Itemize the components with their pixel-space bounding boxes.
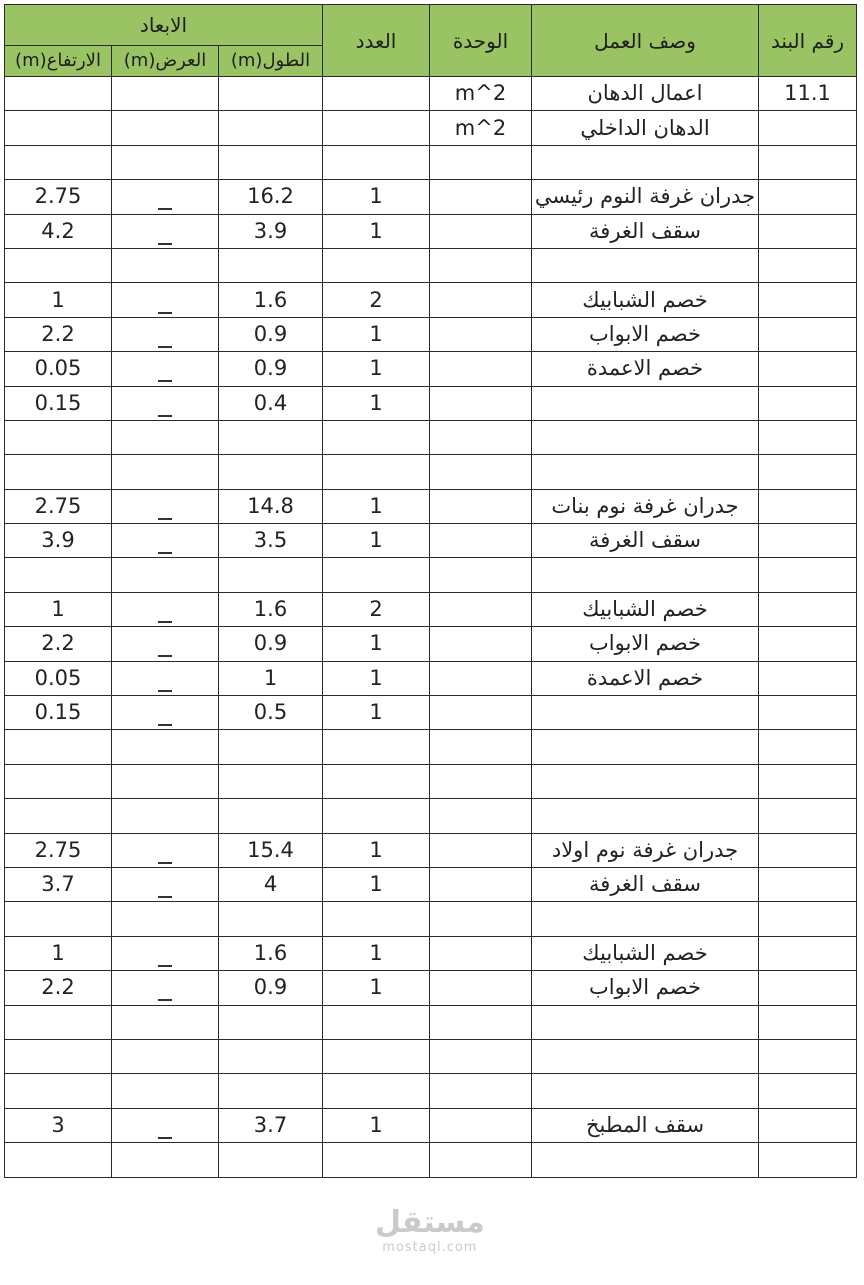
cell-item-no bbox=[759, 799, 857, 833]
cell-description bbox=[532, 145, 759, 179]
cell-unit bbox=[430, 1005, 532, 1039]
table-row bbox=[5, 386, 857, 420]
cell-item-no bbox=[759, 1108, 857, 1142]
cell-width bbox=[112, 317, 219, 351]
cell-item-no bbox=[759, 317, 857, 351]
cell-unit bbox=[430, 524, 532, 558]
cell-height: 2.2 bbox=[5, 627, 112, 661]
header-height: (m)الارتفاع bbox=[5, 46, 112, 77]
cell-height bbox=[5, 799, 112, 833]
dash-placeholder bbox=[158, 415, 172, 417]
cell-width bbox=[112, 558, 219, 592]
cell-length: 0.9 bbox=[219, 352, 323, 386]
cell-item-no bbox=[759, 420, 857, 454]
dash-placeholder bbox=[158, 724, 172, 726]
cell-height bbox=[5, 1143, 112, 1177]
dash-placeholder bbox=[158, 518, 172, 520]
cell-count bbox=[323, 1005, 430, 1039]
cell-unit: m^2 bbox=[430, 77, 532, 111]
table-row bbox=[5, 661, 857, 695]
cell-count: 1 bbox=[323, 352, 430, 386]
cell-height bbox=[5, 248, 112, 282]
table-row bbox=[5, 1143, 857, 1177]
cell-length: 16.2 bbox=[219, 180, 323, 214]
cell-description bbox=[532, 1143, 759, 1177]
cell-length bbox=[219, 764, 323, 798]
cell-item-no bbox=[759, 627, 857, 661]
cell-width bbox=[112, 420, 219, 454]
cell-height: 2.2 bbox=[5, 971, 112, 1005]
cell-item-no bbox=[759, 248, 857, 282]
cell-length: 0.5 bbox=[219, 696, 323, 730]
cell-description: خصم الشبابيك bbox=[532, 936, 759, 970]
table-row bbox=[5, 420, 857, 454]
cell-description bbox=[532, 1074, 759, 1108]
cell-unit bbox=[430, 420, 532, 454]
cell-length bbox=[219, 1039, 323, 1073]
table-row bbox=[5, 1039, 857, 1073]
cell-width bbox=[112, 592, 219, 626]
cell-description: جدران غرفة النوم رئيسي bbox=[532, 180, 759, 214]
header-count: العدد bbox=[323, 5, 430, 77]
cell-count bbox=[323, 764, 430, 798]
cell-length: 0.9 bbox=[219, 317, 323, 351]
header-description: وصف العمل bbox=[532, 5, 759, 77]
cell-description: سقف الغرفة bbox=[532, 214, 759, 248]
cell-count bbox=[323, 420, 430, 454]
dash-placeholder bbox=[158, 208, 172, 210]
table-row bbox=[5, 524, 857, 558]
cell-height: 2.2 bbox=[5, 317, 112, 351]
cell-length bbox=[219, 799, 323, 833]
cell-width bbox=[112, 730, 219, 764]
cell-count: 1 bbox=[323, 627, 430, 661]
cell-length: 14.8 bbox=[219, 489, 323, 523]
cell-item-no bbox=[759, 1005, 857, 1039]
table-row bbox=[5, 833, 857, 867]
cell-width bbox=[112, 283, 219, 317]
cell-height bbox=[5, 145, 112, 179]
cell-width bbox=[112, 489, 219, 523]
table-row bbox=[5, 1005, 857, 1039]
cell-item-no bbox=[759, 730, 857, 764]
dash-placeholder bbox=[158, 243, 172, 245]
cell-count: 2 bbox=[323, 592, 430, 626]
cell-count: 1 bbox=[323, 936, 430, 970]
cell-length: 1.6 bbox=[219, 283, 323, 317]
cell-unit bbox=[430, 248, 532, 282]
cell-height: 0.15 bbox=[5, 386, 112, 420]
cell-description: اعمال الدهان bbox=[532, 77, 759, 111]
cell-item-no bbox=[759, 283, 857, 317]
cell-count bbox=[323, 799, 430, 833]
cell-unit bbox=[430, 1039, 532, 1073]
cell-height bbox=[5, 420, 112, 454]
header-unit: الوحدة bbox=[430, 5, 532, 77]
dash-placeholder bbox=[158, 690, 172, 692]
table-row bbox=[5, 317, 857, 351]
table-row bbox=[5, 283, 857, 317]
cell-count: 1 bbox=[323, 696, 430, 730]
cell-count bbox=[323, 111, 430, 145]
cell-item-no bbox=[759, 145, 857, 179]
cell-length: 0.4 bbox=[219, 386, 323, 420]
dash-placeholder bbox=[158, 999, 172, 1001]
cell-description bbox=[532, 386, 759, 420]
cell-description bbox=[532, 420, 759, 454]
cell-unit bbox=[430, 214, 532, 248]
table-row bbox=[5, 902, 857, 936]
cell-unit bbox=[430, 764, 532, 798]
table-row bbox=[5, 352, 857, 386]
cell-item-no bbox=[759, 936, 857, 970]
cell-height bbox=[5, 730, 112, 764]
cell-item-no bbox=[759, 180, 857, 214]
cell-item-no bbox=[759, 214, 857, 248]
cell-width bbox=[112, 524, 219, 558]
cell-height: 4.2 bbox=[5, 214, 112, 248]
cell-count: 1 bbox=[323, 386, 430, 420]
cell-length bbox=[219, 558, 323, 592]
cell-item-no bbox=[759, 1039, 857, 1073]
cell-height bbox=[5, 558, 112, 592]
cell-unit bbox=[430, 696, 532, 730]
cell-height: 1 bbox=[5, 283, 112, 317]
cell-length bbox=[219, 1143, 323, 1177]
cell-count: 1 bbox=[323, 661, 430, 695]
cell-count: 1 bbox=[323, 971, 430, 1005]
table-row bbox=[5, 558, 857, 592]
cell-description bbox=[532, 558, 759, 592]
cell-description: خصم الاعمدة bbox=[532, 661, 759, 695]
cell-length: 0.9 bbox=[219, 971, 323, 1005]
cell-length: 1.6 bbox=[219, 936, 323, 970]
cell-item-no bbox=[759, 386, 857, 420]
cell-count bbox=[323, 248, 430, 282]
cell-height bbox=[5, 764, 112, 798]
dash-placeholder bbox=[158, 896, 172, 898]
table-row bbox=[5, 489, 857, 523]
header-row-top bbox=[5, 5, 857, 46]
table-row bbox=[5, 592, 857, 626]
cell-description bbox=[532, 764, 759, 798]
cell-width bbox=[112, 386, 219, 420]
cell-count: 1 bbox=[323, 489, 430, 523]
cell-height: 3.9 bbox=[5, 524, 112, 558]
cell-item-no bbox=[759, 592, 857, 626]
cell-width bbox=[112, 111, 219, 145]
cell-width bbox=[112, 77, 219, 111]
cell-length bbox=[219, 902, 323, 936]
cell-length bbox=[219, 77, 323, 111]
cell-width bbox=[112, 867, 219, 901]
cell-width bbox=[112, 145, 219, 179]
cell-unit bbox=[430, 661, 532, 695]
header-length: (m)الطول bbox=[219, 46, 323, 77]
cell-item-no bbox=[759, 111, 857, 145]
table-row bbox=[5, 867, 857, 901]
cell-count bbox=[323, 1074, 430, 1108]
cell-height: 3 bbox=[5, 1108, 112, 1142]
cell-width bbox=[112, 1074, 219, 1108]
cell-unit bbox=[430, 902, 532, 936]
cell-item-no bbox=[759, 902, 857, 936]
cell-count: 1 bbox=[323, 180, 430, 214]
cell-description: الدهان الداخلي bbox=[532, 111, 759, 145]
cell-description: خصم الابواب bbox=[532, 971, 759, 1005]
cell-width bbox=[112, 696, 219, 730]
cell-count bbox=[323, 1143, 430, 1177]
cell-width bbox=[112, 248, 219, 282]
cell-width bbox=[112, 833, 219, 867]
cell-description: جدران غرفة نوم اولاد bbox=[532, 833, 759, 867]
table-row bbox=[5, 799, 857, 833]
cell-length bbox=[219, 1074, 323, 1108]
cell-unit bbox=[430, 317, 532, 351]
cell-description: خصم الابواب bbox=[532, 317, 759, 351]
cell-description bbox=[532, 1005, 759, 1039]
cell-item-no: 11.1 bbox=[759, 77, 857, 111]
cell-length: 1.6 bbox=[219, 592, 323, 626]
watermark bbox=[375, 1205, 485, 1255]
cell-item-no bbox=[759, 489, 857, 523]
cell-width bbox=[112, 455, 219, 489]
dash-placeholder bbox=[158, 965, 172, 967]
cell-unit bbox=[430, 730, 532, 764]
cell-length: 0.9 bbox=[219, 627, 323, 661]
cell-height bbox=[5, 111, 112, 145]
cell-description: خصم الشبابيك bbox=[532, 592, 759, 626]
cell-width bbox=[112, 764, 219, 798]
cell-height: 1 bbox=[5, 592, 112, 626]
cell-unit bbox=[430, 833, 532, 867]
cell-unit bbox=[430, 799, 532, 833]
cell-length: 3.7 bbox=[219, 1108, 323, 1142]
cell-description bbox=[532, 730, 759, 764]
cell-unit bbox=[430, 1074, 532, 1108]
cell-width bbox=[112, 1005, 219, 1039]
table-row bbox=[5, 455, 857, 489]
cell-description bbox=[532, 455, 759, 489]
cell-width bbox=[112, 936, 219, 970]
table-row bbox=[5, 627, 857, 661]
cell-item-no bbox=[759, 696, 857, 730]
cell-unit bbox=[430, 145, 532, 179]
cell-length: 3.5 bbox=[219, 524, 323, 558]
cell-width bbox=[112, 180, 219, 214]
cell-unit: m^2 bbox=[430, 111, 532, 145]
cell-length: 3.9 bbox=[219, 214, 323, 248]
cell-description bbox=[532, 696, 759, 730]
cell-width bbox=[112, 214, 219, 248]
cell-item-no bbox=[759, 661, 857, 695]
cell-length: 15.4 bbox=[219, 833, 323, 867]
cell-description bbox=[532, 799, 759, 833]
cell-length bbox=[219, 730, 323, 764]
cell-count: 1 bbox=[323, 524, 430, 558]
cell-unit bbox=[430, 283, 532, 317]
cell-description: سقف الغرفة bbox=[532, 524, 759, 558]
cell-count: 1 bbox=[323, 1108, 430, 1142]
cell-unit bbox=[430, 867, 532, 901]
dash-placeholder bbox=[158, 862, 172, 864]
cell-count: 1 bbox=[323, 317, 430, 351]
cell-item-no bbox=[759, 524, 857, 558]
cell-height bbox=[5, 77, 112, 111]
cell-description: خصم الشبابيك bbox=[532, 283, 759, 317]
table-row bbox=[5, 764, 857, 798]
cell-height: 0.15 bbox=[5, 696, 112, 730]
cell-length bbox=[219, 455, 323, 489]
cell-length: 1 bbox=[219, 661, 323, 695]
cell-count bbox=[323, 902, 430, 936]
cell-description: سقف المطبخ bbox=[532, 1108, 759, 1142]
cell-item-no bbox=[759, 1074, 857, 1108]
cell-height: 2.75 bbox=[5, 833, 112, 867]
cell-item-no bbox=[759, 971, 857, 1005]
cell-unit bbox=[430, 971, 532, 1005]
cell-unit bbox=[430, 1143, 532, 1177]
cell-unit bbox=[430, 386, 532, 420]
cell-description bbox=[532, 248, 759, 282]
dash-placeholder bbox=[158, 621, 172, 623]
cell-height: 1 bbox=[5, 936, 112, 970]
table-row bbox=[5, 1074, 857, 1108]
cell-count bbox=[323, 730, 430, 764]
table-row bbox=[5, 971, 857, 1005]
cell-width bbox=[112, 352, 219, 386]
cell-unit bbox=[430, 558, 532, 592]
header-dimensions: الابعاد bbox=[5, 5, 323, 46]
cell-count bbox=[323, 455, 430, 489]
cell-description: جدران غرفة نوم بنات bbox=[532, 489, 759, 523]
cell-length bbox=[219, 420, 323, 454]
cell-count: 1 bbox=[323, 214, 430, 248]
cell-height bbox=[5, 1074, 112, 1108]
dash-placeholder bbox=[158, 346, 172, 348]
cell-height bbox=[5, 902, 112, 936]
cell-length bbox=[219, 111, 323, 145]
cell-height: 3.7 bbox=[5, 867, 112, 901]
cell-count: 1 bbox=[323, 833, 430, 867]
cell-unit bbox=[430, 489, 532, 523]
cell-count bbox=[323, 77, 430, 111]
dash-placeholder bbox=[158, 312, 172, 314]
cell-unit bbox=[430, 180, 532, 214]
cell-width bbox=[112, 661, 219, 695]
cell-width bbox=[112, 902, 219, 936]
dash-placeholder bbox=[158, 655, 172, 657]
table-row bbox=[5, 1108, 857, 1142]
cell-unit bbox=[430, 1108, 532, 1142]
cell-height bbox=[5, 455, 112, 489]
table-row bbox=[5, 180, 857, 214]
watermark-site: mostaql.com bbox=[382, 1240, 478, 1255]
cell-length bbox=[219, 248, 323, 282]
cell-length bbox=[219, 1005, 323, 1039]
cell-height: 2.75 bbox=[5, 489, 112, 523]
cell-description bbox=[532, 902, 759, 936]
table-row bbox=[5, 214, 857, 248]
cell-description: خصم الاعمدة bbox=[532, 352, 759, 386]
cell-width bbox=[112, 971, 219, 1005]
table-row bbox=[5, 936, 857, 970]
cell-item-no bbox=[759, 455, 857, 489]
cell-length bbox=[219, 145, 323, 179]
dash-placeholder bbox=[158, 1137, 172, 1139]
cell-count: 2 bbox=[323, 283, 430, 317]
cell-width bbox=[112, 799, 219, 833]
table-row bbox=[5, 145, 857, 179]
cell-count bbox=[323, 1039, 430, 1073]
cell-count bbox=[323, 558, 430, 592]
cell-unit bbox=[430, 627, 532, 661]
cell-item-no bbox=[759, 558, 857, 592]
table-row bbox=[5, 730, 857, 764]
cell-unit bbox=[430, 592, 532, 626]
dash-placeholder bbox=[158, 552, 172, 554]
cell-count bbox=[323, 145, 430, 179]
cell-width bbox=[112, 627, 219, 661]
cell-width bbox=[112, 1039, 219, 1073]
cell-length: 4 bbox=[219, 867, 323, 901]
table-row bbox=[5, 111, 857, 145]
cell-width bbox=[112, 1108, 219, 1142]
cell-height: 0.05 bbox=[5, 661, 112, 695]
cell-item-no bbox=[759, 1143, 857, 1177]
cell-height bbox=[5, 1005, 112, 1039]
cell-unit bbox=[430, 455, 532, 489]
header-width: (m)العرض bbox=[112, 46, 219, 77]
cell-unit bbox=[430, 936, 532, 970]
cell-item-no bbox=[759, 764, 857, 798]
cell-description: خصم الابواب bbox=[532, 627, 759, 661]
quantities-table bbox=[4, 4, 857, 1178]
watermark-logo: مستقل bbox=[375, 1205, 485, 1240]
dash-placeholder bbox=[158, 380, 172, 382]
cell-height: 0.05 bbox=[5, 352, 112, 386]
cell-description bbox=[532, 1039, 759, 1073]
cell-height bbox=[5, 1039, 112, 1073]
table-row bbox=[5, 248, 857, 282]
table-row bbox=[5, 77, 857, 111]
cell-count: 1 bbox=[323, 867, 430, 901]
cell-width bbox=[112, 1143, 219, 1177]
header-item-no: رقم البند bbox=[759, 5, 857, 77]
cell-height: 2.75 bbox=[5, 180, 112, 214]
cell-item-no bbox=[759, 833, 857, 867]
cell-description: سقف الغرفة bbox=[532, 867, 759, 901]
cell-item-no bbox=[759, 352, 857, 386]
cell-unit bbox=[430, 352, 532, 386]
table-row bbox=[5, 696, 857, 730]
cell-item-no bbox=[759, 867, 857, 901]
